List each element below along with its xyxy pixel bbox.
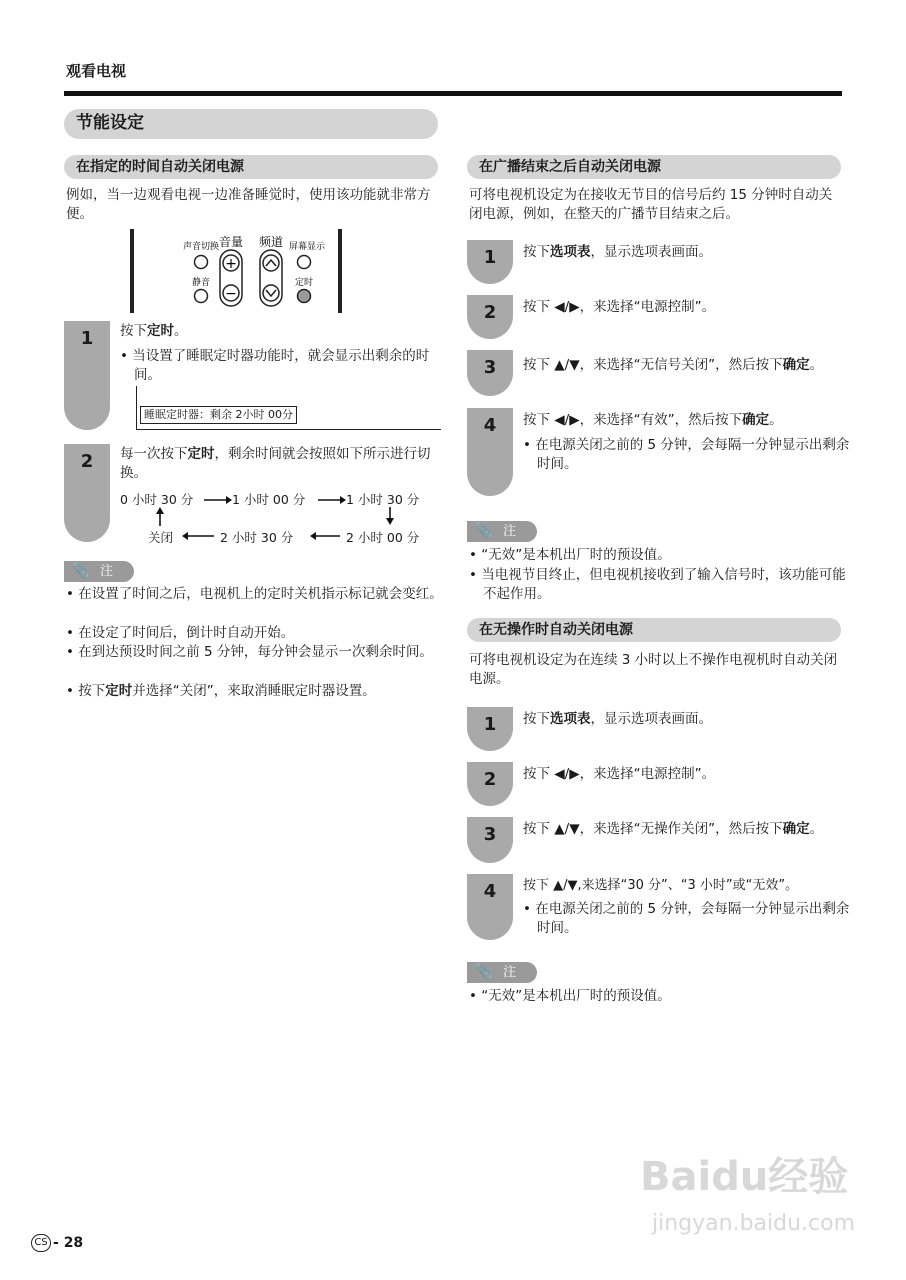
right1-step4-text — [523, 411, 843, 430]
left-step1-bullet: • 当设置了睡眠定时器功能时，就会显示出剩余的时间。 — [120, 348, 430, 383]
left-note-tag — [64, 561, 134, 582]
cycle-1h00: 1 小时 00 分 — [232, 492, 306, 507]
remote-right-edge — [338, 229, 342, 313]
plus-icon: + — [225, 256, 237, 272]
right1-step2-tab — [467, 295, 513, 339]
note-label: 注 — [100, 564, 114, 579]
step-text-pre: 按下 ▲/▼，来选择“无信号关闭”，然后按下 — [523, 357, 783, 373]
step-number: 2 — [483, 769, 497, 790]
step-number: 3 — [483, 824, 497, 845]
right1-note-2: • 当电视节目终止，但电视机接收到了输入信号时，该功能可能不起作用。 — [469, 567, 846, 602]
arrow-left-2-head — [182, 532, 188, 540]
paperclip-icon: 📎 — [72, 563, 90, 579]
remote-left-edge — [130, 229, 134, 313]
osd-bracket-horizontal — [136, 429, 441, 430]
note-text: “无效”是本机出厂时的预设值。 — [481, 547, 671, 563]
left-heading-pill — [64, 155, 438, 179]
mute-label: 静音 — [191, 278, 211, 288]
left-step2-tab — [64, 444, 110, 542]
channel-down-button — [263, 285, 279, 301]
note-text-post: 并选择“关闭”，来取消睡眠定时器设置。 — [132, 683, 376, 699]
left-step1-tab — [64, 321, 110, 430]
step-number: 2 — [80, 451, 94, 472]
key-options: 选项表 — [550, 711, 591, 727]
right1-step3-tab — [467, 350, 513, 396]
step-text-pre: 按下 — [120, 323, 147, 339]
note-text: “无效”是本机出厂时的预设值。 — [481, 988, 671, 1004]
right2-step2-text: 按下 ◀/▶，来选择“电源控制”。 — [523, 766, 716, 782]
osd-bracket-vertical — [136, 386, 137, 430]
left-step1-text — [120, 322, 438, 341]
sound-switch-label: 声音切换 — [182, 242, 220, 252]
volume-label: 音量 — [218, 235, 244, 249]
remote-illustration — [125, 229, 345, 313]
left-intro: 例如，当一边观看电视一边准备睡觉时，使用该功能就非常方便。 — [66, 187, 431, 222]
right2-intro: 可将电视机设定为在连续 3 小时以上不操作电视机时自动关闭电源。 — [469, 652, 838, 687]
arrow-up-head — [156, 507, 164, 514]
key-ok: 确定 — [782, 821, 810, 837]
right2-step4-bullet: • 在电源关闭之前的 5 分钟，会每隔一分钟显示出剩余时间。 — [523, 901, 850, 936]
cycle-0h30: 0 小时 30 分 — [120, 492, 194, 507]
note-text: 在到达预设时间之前 5 分钟，每分钟会显示一次剩余时间。 — [78, 644, 433, 660]
channel-up-button — [263, 255, 279, 271]
note-text: 在设置了时间之后，电视机上的定时关机指示标记就会变红。 — [78, 586, 443, 602]
sleep-timer-osd: 睡眠定时器：剩余 2小时 00分 — [140, 406, 297, 424]
right1-note-1: • “无效”是本机出厂时的预设值。 — [469, 547, 671, 563]
step-text-pre: 按下 ◀/▶，来选择“有效”，然后按下 — [523, 412, 743, 428]
step-number: 4 — [483, 415, 497, 436]
left-note-3: • 在到达预设时间之前 5 分钟，每分钟会显示一次剩余时间。 — [66, 644, 433, 660]
right2-step4-text: 按下 ▲/▼,来选择“30 分”、“3 小时”或“无效”。 — [523, 878, 799, 893]
right1-intro: 可将电视机设定为在接收无节目的信号后约 15 分钟时自动关闭电源，例如，在整天的广播节目结束之后。 — [469, 187, 833, 222]
note-text: 当电视节目终止，但电视机接收到了输入信号时，该功能可能不起作用。 — [481, 567, 846, 602]
key-options: 选项表 — [550, 244, 591, 260]
right2-step3-tab — [467, 817, 513, 863]
right2-step2-tab — [467, 762, 513, 806]
step-number: 1 — [80, 328, 94, 349]
arrow-right-2-head — [340, 496, 346, 504]
note-text-pre: 按下 — [78, 683, 106, 699]
right2-step1-text — [523, 710, 843, 729]
key-timer: 定时 — [187, 446, 215, 462]
right2-step1-tab — [467, 707, 513, 751]
step-text-pre: 每一次按下 — [120, 446, 188, 462]
right1-step3-text — [523, 356, 843, 375]
mute-button — [195, 290, 208, 303]
step-number: 2 — [483, 302, 497, 323]
right1-step1-tab — [467, 240, 513, 284]
watermark-brand: Baidu经验 — [640, 1154, 849, 1200]
right2-heading: 在无操作时自动关闭电源 — [479, 622, 633, 638]
minus-icon: − — [225, 286, 237, 302]
left-note-1: • 在设置了时间之后，电视机上的定时关机指示标记就会变红。 — [66, 586, 443, 602]
cycle-off: 关闭 — [148, 530, 174, 545]
step-text-post: 。 — [809, 821, 824, 837]
header-rule — [64, 91, 842, 96]
step-text-post: 。 — [809, 357, 824, 373]
timer-label: 定时 — [294, 278, 314, 288]
cycle-1h30: 1 小时 30 分 — [346, 492, 420, 507]
step-text-post: 。 — [769, 412, 783, 428]
cycle-arrows — [118, 488, 438, 548]
arrow-right-1-head — [226, 496, 232, 504]
left-step2-text — [120, 445, 438, 483]
note-label: 注 — [503, 965, 517, 980]
bullet-text: 在电源关闭之前的 5 分钟，会每隔一分钟显示出剩余时间。 — [535, 437, 850, 472]
page-title-pill — [64, 109, 438, 139]
right2-note-tag — [467, 962, 537, 983]
key-timer: 定时 — [105, 683, 133, 699]
right1-step4-bullet: • 在电源关闭之前的 5 分钟，会每隔一分钟显示出剩余时间。 — [523, 437, 850, 472]
right1-step2-text: 按下 ◀/▶，来选择“电源控制”。 — [523, 299, 716, 315]
note-text: 在设定了时间后，倒计时自动开始。 — [78, 625, 295, 641]
page-number-dash: - — [53, 1235, 59, 1251]
section-label: 观看电视 — [66, 62, 127, 80]
key-ok: 确定 — [782, 357, 810, 373]
arrow-left-1-head — [310, 532, 316, 540]
right1-heading-pill — [467, 155, 841, 179]
display-button — [298, 256, 311, 269]
step-text-pre: 按下 — [523, 711, 550, 727]
step-number: 1 — [483, 714, 497, 735]
channel-label: 频道 — [258, 235, 284, 249]
display-label: 屏幕显示 — [288, 242, 326, 252]
right1-step4-tab — [467, 408, 513, 496]
left-note-2: • 在设定了时间后，倒计时自动开始。 — [66, 625, 295, 641]
right2-step3-text — [523, 820, 843, 839]
right1-note-tag — [467, 521, 537, 542]
right1-step1-text — [523, 243, 843, 262]
right2-note-1: • “无效”是本机出厂时的预设值。 — [469, 988, 671, 1004]
step-text-post: 。 — [174, 323, 188, 339]
left-note-4: • 按下定时并选择“关闭”，来取消睡眠定时器设置。 — [66, 683, 376, 699]
step-number: 3 — [483, 357, 497, 378]
left-heading: 在指定的时间自动关闭电源 — [76, 159, 244, 175]
bullet-text: 在电源关闭之前的 5 分钟，会每隔一分钟显示出剩余时间。 — [535, 901, 850, 936]
step-text-post: ，显示选项表画面。 — [590, 244, 712, 260]
step-number: 1 — [483, 247, 497, 268]
cycle-2h00: 2 小时 00 分 — [346, 530, 420, 545]
page-number — [53, 1234, 83, 1253]
timer-button — [298, 290, 311, 303]
arrow-down-head — [386, 518, 394, 525]
right2-heading-pill — [467, 618, 841, 642]
watermark-url: jingyan.baidu.com — [652, 1211, 856, 1236]
paperclip-icon: 📎 — [475, 964, 493, 980]
language-badge: CS — [31, 1234, 51, 1252]
key-timer: 定时 — [147, 323, 174, 339]
step-number: 4 — [483, 881, 497, 902]
paperclip-icon: 📎 — [475, 523, 493, 539]
sound-switch-button — [195, 256, 208, 269]
page-title: 节能设定 — [76, 113, 144, 133]
right2-step4-tab — [467, 874, 513, 940]
step-text-pre: 按下 ▲/▼，来选择“无操作关闭”，然后按下 — [523, 821, 783, 837]
remote-svg — [125, 229, 345, 313]
step-text-pre: 按下 — [523, 244, 550, 260]
bullet-text: 当设置了睡眠定时器功能时，就会显示出剩余的时间。 — [132, 348, 430, 383]
page-number-value: 28 — [63, 1235, 84, 1251]
step-text-post: ，剩余时间就会按照如下所示进行切换。 — [120, 446, 431, 481]
key-ok: 确定 — [742, 412, 770, 428]
right1-heading: 在广播结束之后自动关闭电源 — [479, 159, 661, 175]
step-text-post: ，显示选项表画面。 — [590, 711, 712, 727]
cycle-2h30: 2 小时 30 分 — [220, 530, 294, 545]
note-label: 注 — [503, 524, 517, 539]
